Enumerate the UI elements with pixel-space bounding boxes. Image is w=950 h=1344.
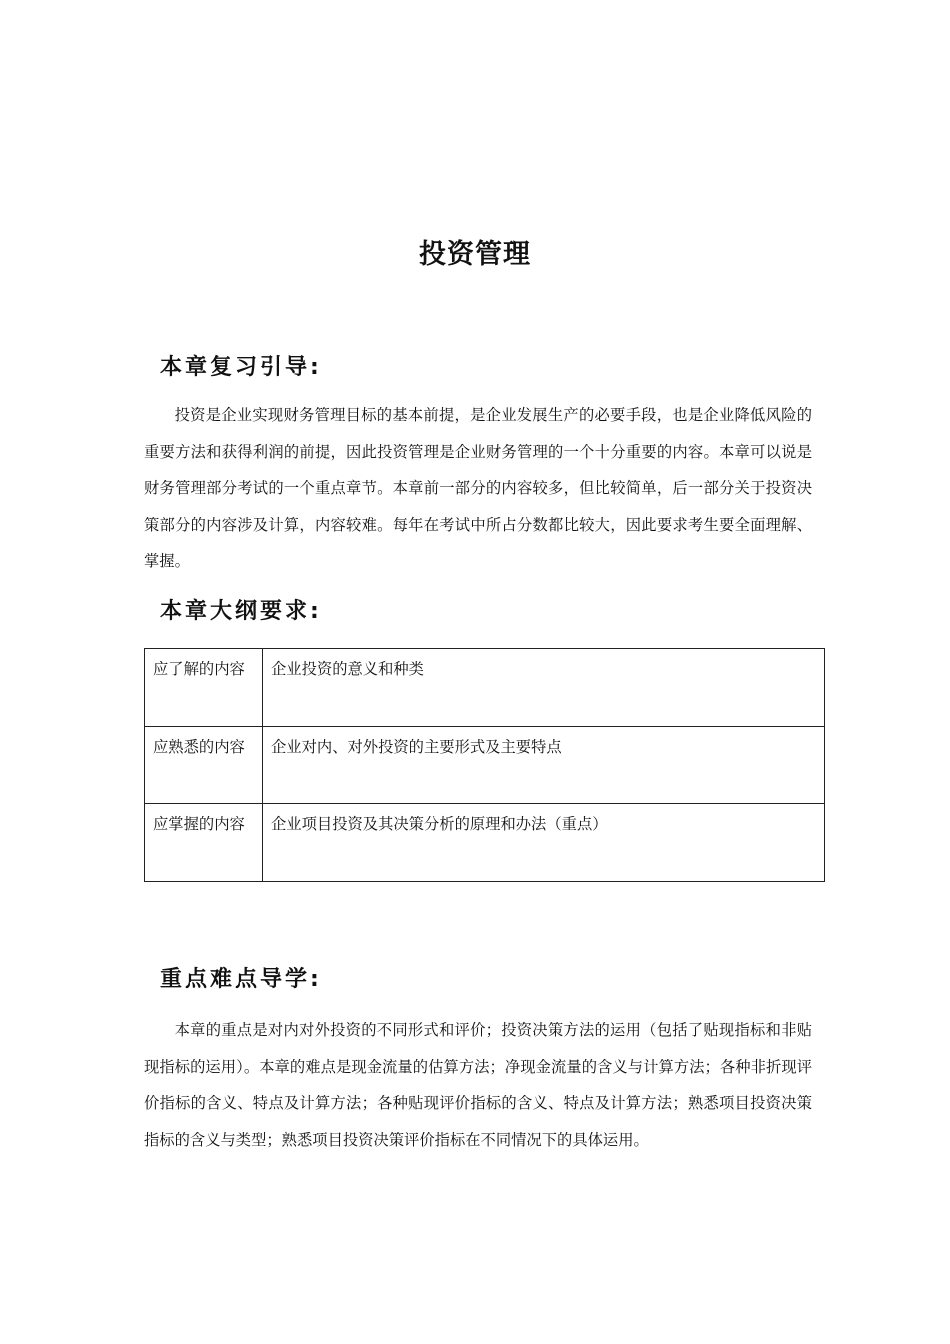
table-row-label: 应掌握的内容 — [145, 804, 263, 882]
table-row-content: 企业项目投资及其决策分析的原理和办法（重点） — [263, 804, 825, 882]
page-title: 投资管理 — [419, 239, 531, 270]
key-points-paragraph: 本章的重点是对内对外投资的不同形式和评价；投资决策方法的运用（包括了贴现指标和非贴现指标的运用）。本章的难点是现金流量的估算方法；净现金流量的含义与计算方法；各种非折现评价指标的含义、特点及计算方法；各种贴现评价指标的含义、特点及计算方法；熟悉项目投资决策指标的含义与类型；熟悉项目投资决策评价指标在不同情况下的具体运用。 — [144, 1021, 812, 1149]
table-row — [145, 726, 825, 804]
review-intro-paragraph: 投资是企业实现财务管理目标的基本前提，是企业发展生产的必要手段，也是企业降低风险的重要方法和获得利润的前提，因此投资管理是企业财务管理的一个十分重要的内容。本章可以说是财务管理部分考试的一个重点章节。本章前一部分的内容较多，但比较简单，后一部分关于投资决策部分的内容涉及计算，内容较难。每年在考试中所占分数都比较大，因此要求考生要全面理解、掌握。 — [144, 406, 812, 570]
section-heading-outline: 本章大纲要求: — [160, 599, 322, 624]
table-row — [145, 649, 825, 727]
table-row-label: 应熟悉的内容 — [145, 726, 263, 804]
outline-table — [144, 648, 825, 882]
table-row — [145, 804, 825, 882]
table-row-content: 企业对内、对外投资的主要形式及主要特点 — [263, 726, 825, 804]
section-heading-key-points: 重点难点导学: — [160, 967, 322, 992]
table-row-label: 应了解的内容 — [145, 649, 263, 727]
table-row-content: 企业投资的意义和种类 — [263, 649, 825, 727]
section-heading-review-intro: 本章复习引导: — [160, 355, 322, 380]
